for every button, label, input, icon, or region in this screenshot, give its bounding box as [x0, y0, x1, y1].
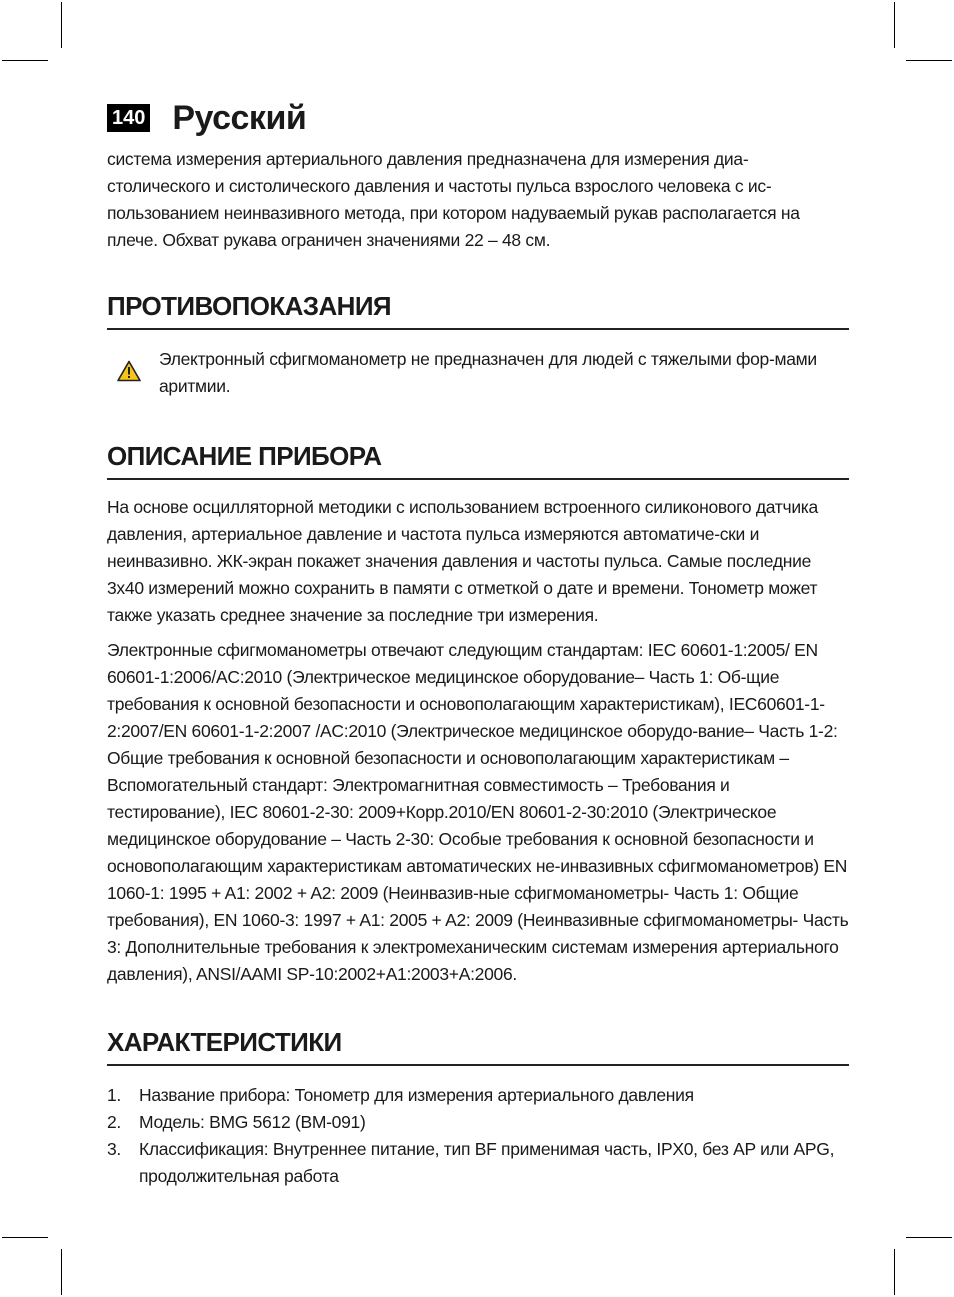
crop-mark [2, 60, 48, 61]
warning-text: Электронный сфигмоманометр не предназначен для людей с тяжелыми фор-мами аритмии. [159, 349, 817, 396]
crop-mark [906, 60, 952, 61]
contraindications-section [107, 290, 849, 400]
list-item-number: 1. [107, 1085, 121, 1105]
crop-mark [61, 2, 62, 48]
crop-mark [61, 1249, 62, 1295]
warning-block [107, 346, 849, 400]
standards-paragraph: Электронные сфигмоманометры отвечают следующим стандартам: IEC 60601-1:2005/ EN 60601-1:2006/AC:2010 (Электрическое медицинское оборудование– Часть 1: Об-щие требования к основной безопасности и основополагающим характеристикам), IEC60601-1-2:2007/EN 60601-1-2:2007 /AC:2010 (Электрическое медицинское оборудо-вание– Часть 1-2: Общие требования к основной безопасности и основополагающим характеристикам – Вспомогательный стандарт: Электромагнитная совместимость – Требования и тестирование), IEC 80601-2-30: 2009+Корр.2010/EN 80601-2-30:2010 (Электрическое медицинское оборудование – Часть 2-30: Особые требования к основной безопасности и основополагающим характеристикам автоматических не-инвазивных сфигмоманометров) EN 1060-1: 1995 + A1: 2002 + A2: 2009 (Неинвазив-ные сфигмоманометры- Часть 1: Общие требования), EN 1060-3: 1997 + A1: 2005 + A2: 2009 (Неинвазивные сфигмоманометры- Часть 3: Дополнительные требования к электромеханическим системам измерения артериального давления), ANSI/AAMI SP-10:2002+A1:2003+A:2006. [107, 640, 849, 984]
description-heading: ОПИСАНИЕ ПРИБОРА [107, 440, 849, 480]
specs-heading: ХАРАКТЕРИСТИКИ [107, 1026, 849, 1066]
contraindications-heading: ПРОТИВОПОКАЗАНИЯ [107, 290, 849, 330]
page-header [107, 96, 306, 140]
list-item [107, 1082, 849, 1109]
list-item-number: 3. [107, 1139, 121, 1159]
crop-mark [906, 1237, 952, 1238]
description-paragraph: На основе осцилляторной методики с использованием встроенного силиконового датчика давления, артериальное давление и частота пульса измеряются автоматиче-ски и неинвазивно. ЖК-экран покажет значения давления и частоты пульса. Самые последние 3x40 измерений можно сохранить в памяти с отметкой о дате и времени. Тонометр может также указать среднее значение за последние три измерения. [107, 497, 818, 625]
description-section [107, 440, 849, 988]
list-item-text: Модель: BMG 5612 (BM-091) [139, 1112, 366, 1132]
page-title: Русский [172, 98, 307, 137]
specs-list [107, 1082, 849, 1190]
page-number: 140 [107, 104, 150, 132]
list-item-text: Название прибора: Тонометр для измерения артериального давления [139, 1085, 694, 1105]
page-content [107, 146, 849, 1190]
list-item-number: 2. [107, 1112, 121, 1132]
list-item [107, 1136, 849, 1190]
intro-paragraph: система измерения артериального давления предназначена для измерения диа-столического и систолического давления и частоты пульса взрослого человека с ис-пользованием неинвазивного метода, при котором надуваемый рукав располагается на плече. Обхват рукава ограничен значениями 22 – 48 см. [107, 149, 800, 250]
crop-mark [2, 1237, 48, 1238]
crop-mark [894, 2, 895, 48]
specs-section [107, 1026, 849, 1190]
list-item [107, 1109, 849, 1136]
warning-triangle-icon [107, 346, 159, 400]
crop-mark [894, 1249, 895, 1295]
list-item-text: Классификация: Внутреннее питание, тип BF применимая часть, IPX0, без AP или APG, продолжительная работа [139, 1139, 835, 1186]
